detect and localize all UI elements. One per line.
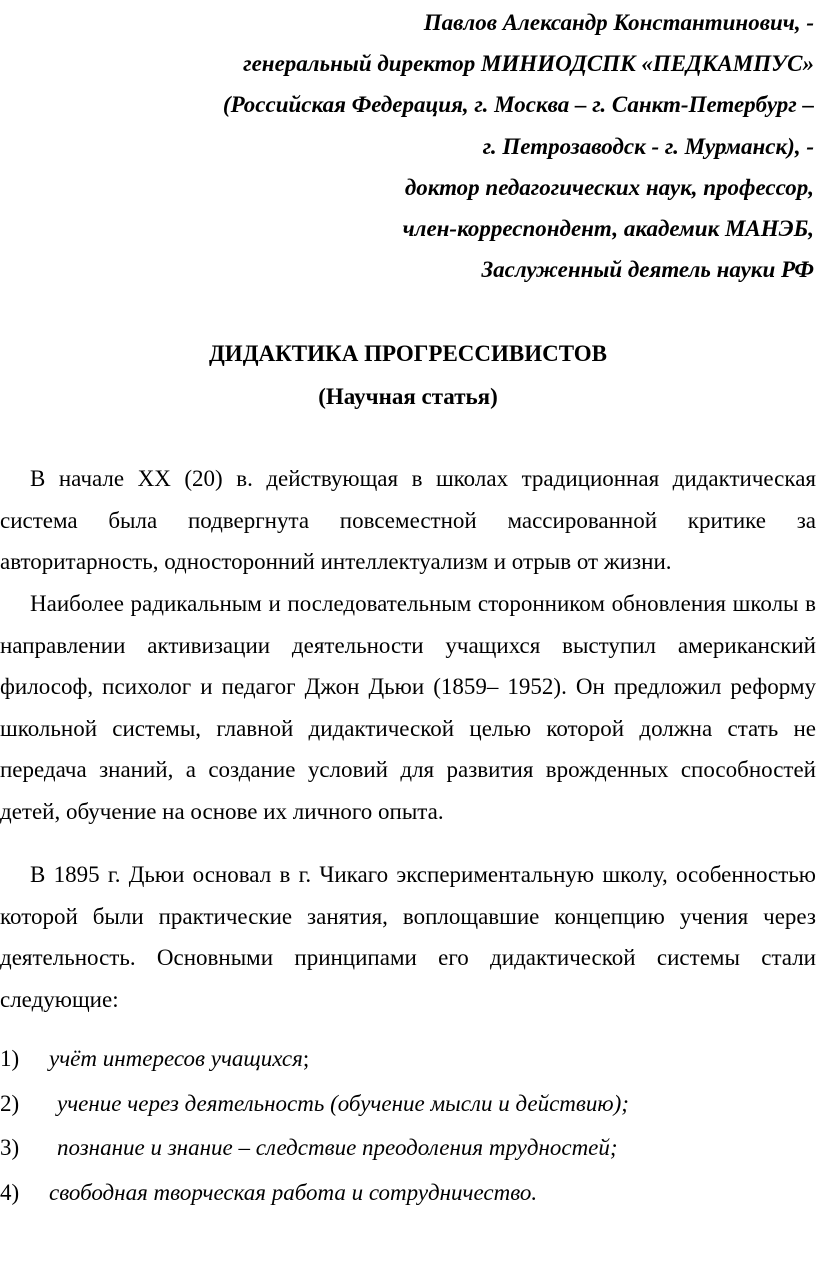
body-paragraph: В 1895 г. Дьюи основал в г. Чикаго экспериментальную школу, особенностью которой были практические занятия, воплощавшие концепцию учения через деятельность. Основными принципами его дидактической системы стали следующие:: [0, 862, 816, 1012]
author-line: (Российская Федерация, г. Москва – г. Санкт-Петербург –: [222, 92, 814, 118]
list-item-text: свободная творческая работа и сотрудничество.: [49, 1180, 538, 1206]
article-title: ДИДАКТИКА ПРОГРЕССИВИСТОВ: [208, 341, 608, 366]
author-info-block: [94, 2, 814, 290]
article-subtitle: (Научная статья): [318, 384, 498, 409]
author-line: генеральный директор МИНИОДСПК «ПЕДКАМПУС»: [243, 51, 814, 77]
body-paragraph: В начале XX (20) в. действующая в школах традиционная дидактическая система была подвергнута повсеместной массированной критике за авторитарность, односторонний интеллектуализм и отрыв от жизни.: [0, 466, 816, 575]
list-item: [0, 1126, 816, 1171]
list-item-text: учёт интересов учащихся: [49, 1046, 303, 1071]
list-item: [0, 1082, 816, 1127]
author-line: член-корреспондент, академик МАНЭБ,: [402, 216, 814, 242]
principles-list: [0, 1037, 816, 1216]
author-line: доктор педагогических наук, профессор,: [404, 174, 814, 200]
list-item-number: 4): [0, 1180, 20, 1206]
author-line: Павлов Александр Константинович, -: [423, 10, 814, 35]
list-item-number: 2): [0, 1090, 20, 1116]
list-item-text: учение через деятельность (обучение мысли и действию);: [57, 1090, 629, 1116]
list-item-number: 1): [0, 1046, 20, 1071]
list-item-text: познание и знание – следствие преодоления трудностей;: [57, 1135, 618, 1161]
list-item-number: 3): [0, 1135, 20, 1161]
list-item-suffix: ;: [302, 1046, 310, 1071]
author-line: Заслуженный деятель науки РФ: [481, 257, 814, 283]
body-paragraph: Наиболее радикальным и последовательным сторонником обновления школы в направлении активизации деятельности учащихся выступил американский философ, психолог и педагог Джон Дьюи (1859– 1952). Он предложил реформу школьной системы, главной дидактической целью которой должна стать не передача знаний, а создание условий для развития врожденных способностей детей, обучение на основе их личного опыта.: [0, 591, 816, 824]
author-line: г. Петрозаводск - г. Мурманск), -: [482, 133, 814, 159]
list-item: [0, 1037, 816, 1082]
list-item: [0, 1171, 816, 1216]
